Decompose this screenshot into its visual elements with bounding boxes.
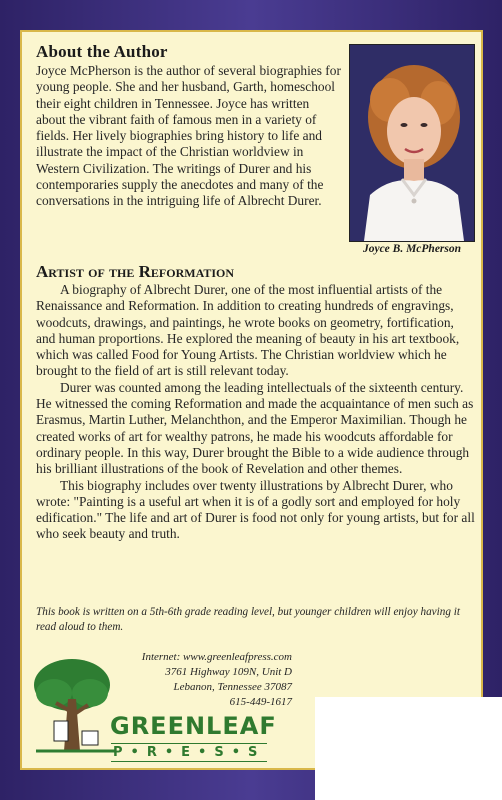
about-heading: About the Author (36, 42, 168, 61)
artist-paragraph: Durer was counted among the leading intellectuals of the sixteenth century. He witnessed the coming Reformation and made the acquaintance of men such as Erasmus, Martin Luther, Melanchthon, and the Emperor Maximilian. Though he created works of art for wealthy patrons, he made his woodcuts affordable for ordinary people. In this way, Durer brought the Bible to a wide audience through his brilliant illustrations of the book of Revelation and other themes. (36, 379, 474, 477)
author-photo (349, 44, 475, 242)
artist-heading: Artist of the Reformation (36, 262, 235, 281)
author-portrait-image (350, 45, 474, 241)
contact-block (82, 650, 292, 710)
about-paragraph: Joyce McPherson is the author of several biographies for young people. She and her husband, Garth, homeschool their eight children in Tennessee. Joyce has written about the vibrant faith of famous men in a variety of fields. Her lively biographies bring history to life and illustrate the impact of the Christian worldview in Western Civilization. The writings of Durer and his contemporaries supply the anecdotes and many of the conversations in the intriguing life of Albrecht Durer. (36, 63, 341, 209)
barcode-sticker-area (315, 697, 502, 800)
website-link[interactable]: Internet: www.greenleafpress.com (141, 651, 292, 663)
artist-paragraph: This biography includes over twenty illustrations by Albrecht Durer, who wrote: "Painting is a useful art when it is of a godly sort and employed for holy edification." The life and art of Durer is food not only for young artists, but for all who seek beauty and truth. (36, 477, 475, 542)
phone-number: 615-449-1617 (229, 696, 292, 708)
address-line-2: Lebanon, Tennessee 37087 (173, 681, 292, 693)
publisher-logo-subtitle: P•R•E•S•S (113, 745, 266, 760)
artist-section (36, 282, 476, 543)
artist-paragraph: A biography of Albrecht Durer, one of the most influential artists of the Renaissance and Reformation. In addition to creating hundreds of engravings, woodcuts, drawings, and paintings, he wrote books on geometry, fortification, and human proportions. He explored the meaning of beauty in his art textbook, which was called Food for Young Artists. The Christian worldview which he brought to the field of art is still relevant today. (36, 282, 460, 379)
back-cover-panel (20, 30, 483, 770)
reading-level-note: This book is written on a 5th-6th grade reading level, but younger children will enjoy having it read aloud to them. (36, 606, 460, 633)
address-line-1: 3761 Highway 109N, Unit D (165, 666, 292, 678)
photo-caption: Joyce B. McPherson (362, 243, 462, 255)
publisher-logo-text: GREENLEAF (110, 712, 277, 740)
